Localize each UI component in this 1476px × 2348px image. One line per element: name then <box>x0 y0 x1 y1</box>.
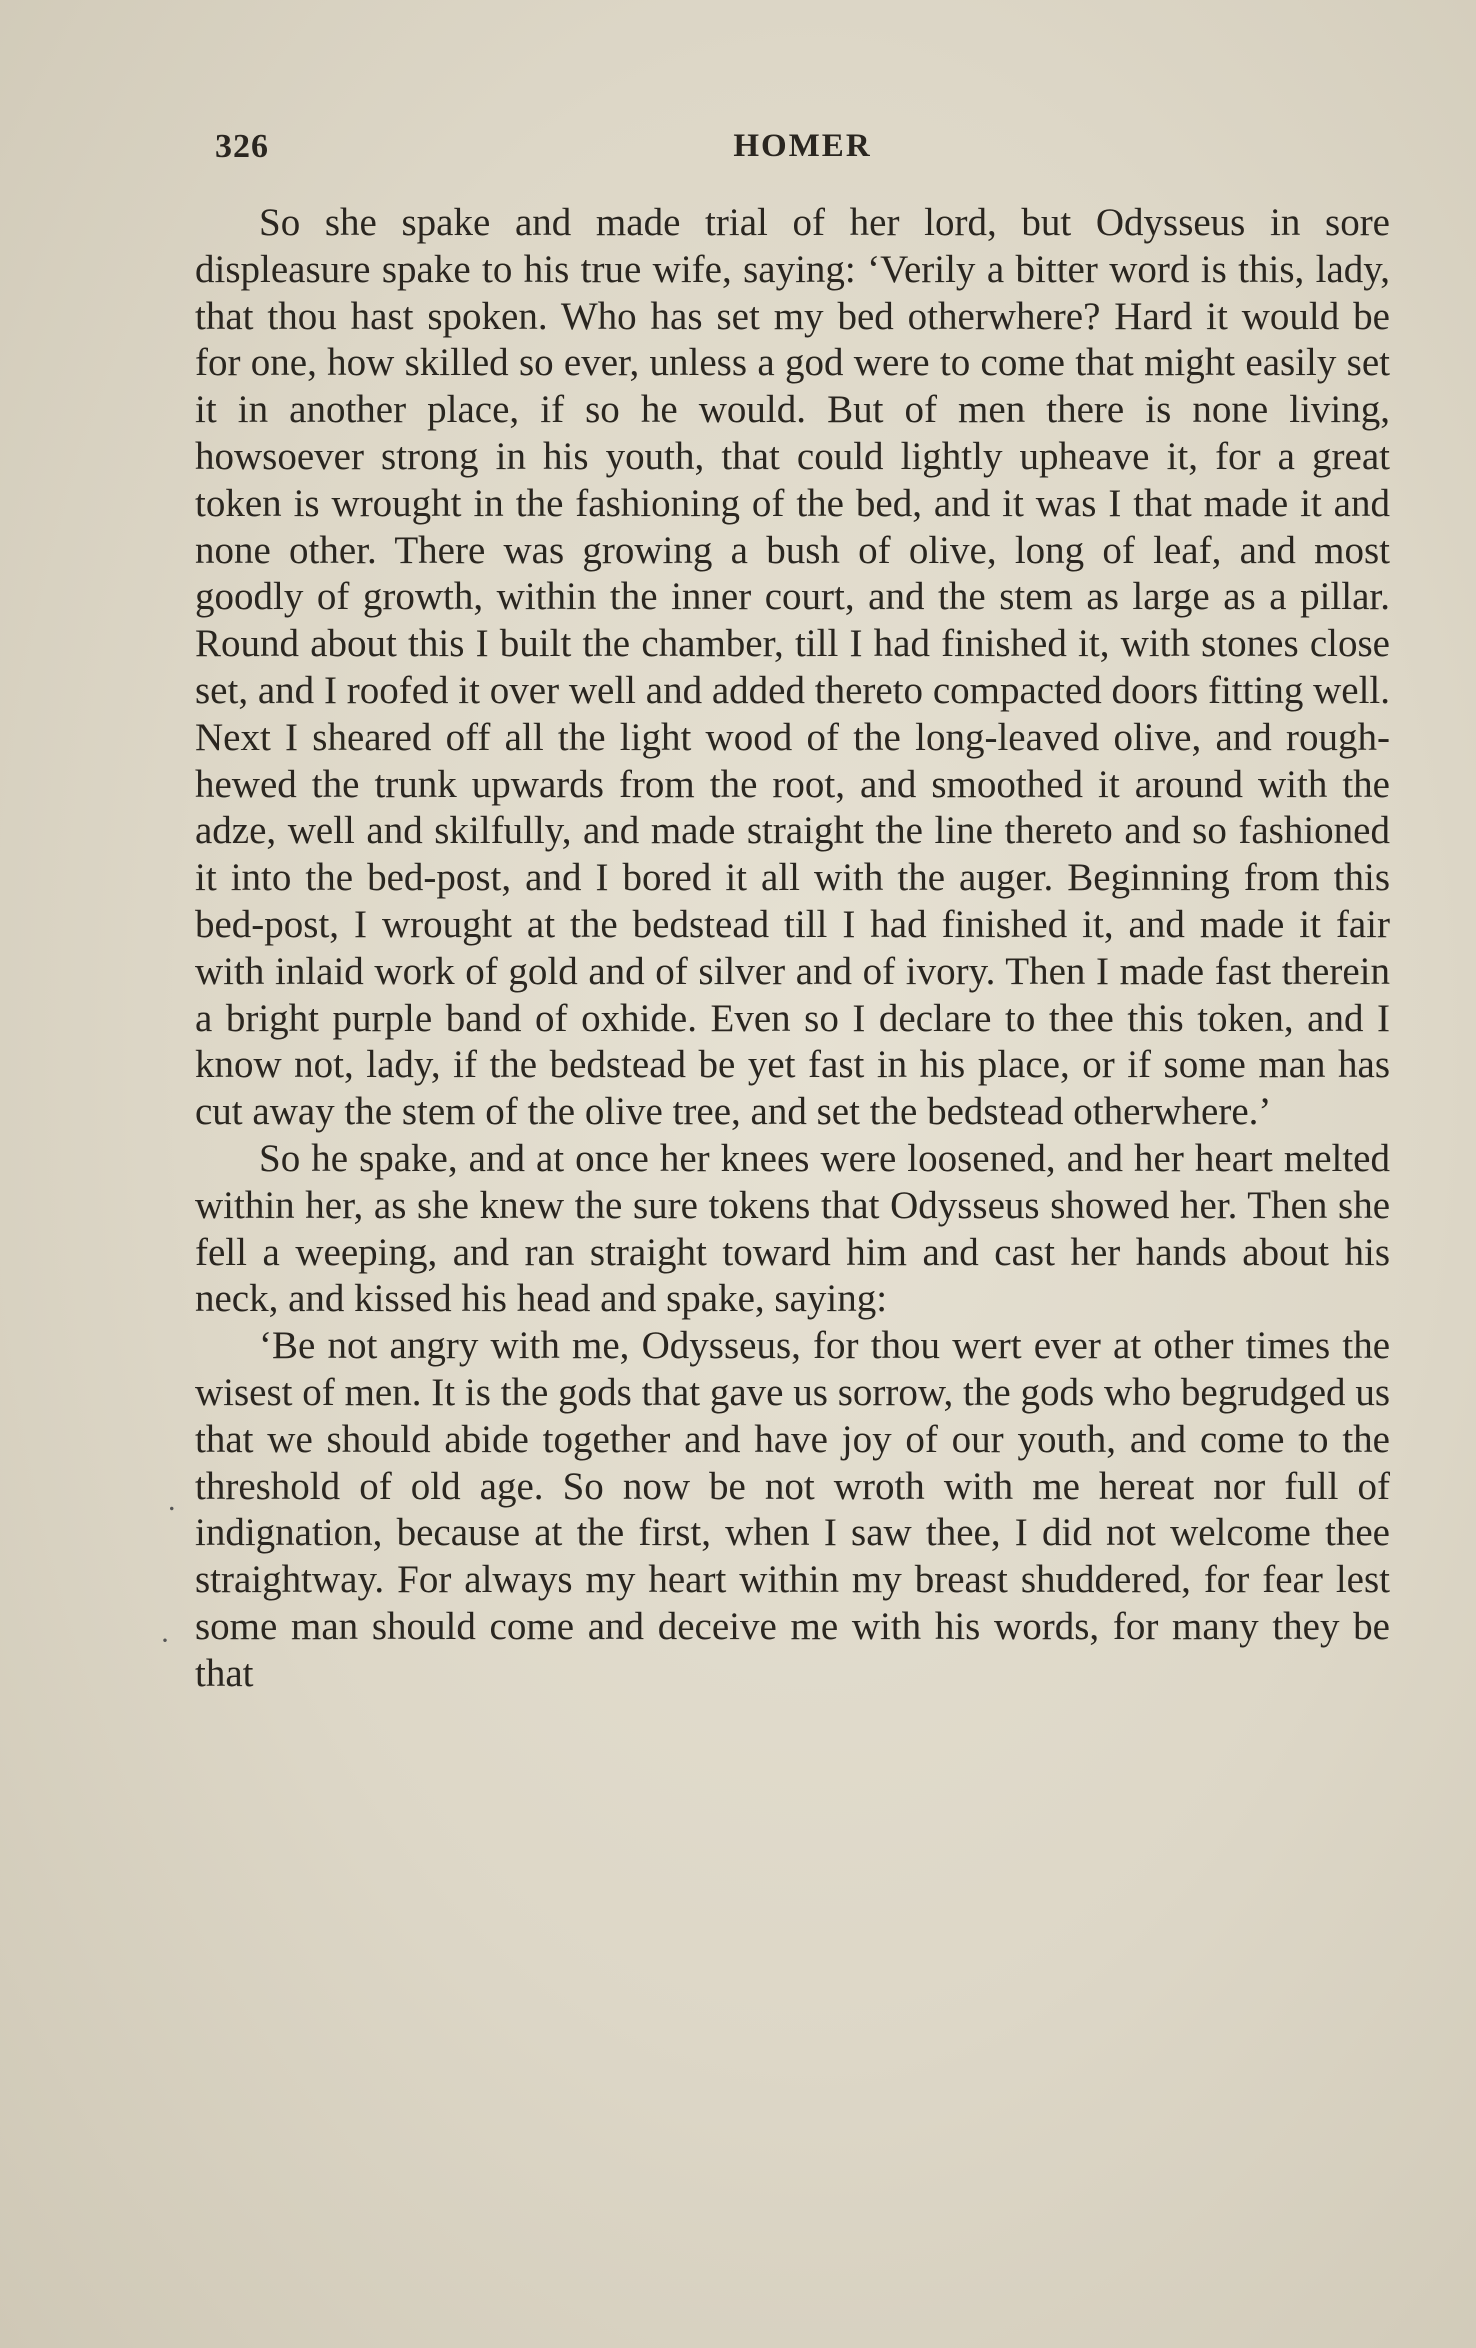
margin-speck-mark: . <box>168 1484 176 1517</box>
paragraph: So she spake and made trial of her lord, but Odysseus in sore displeasure spake to his true wife, saying: ‘Verily a bitter word is this, lady, that thou hast spoken. Who has set my bed otherwhere? Hard it would be for one, how skilled so ever, unless a god were to come that might easily set it in another place, if so he would. But of men there is none living, howsoever strong in his youth, that could lightly upheave it, for a great token is wrought in the fashioning of the bed, and it was I that made it and none other. There was growing a bush of olive, long of leaf, and most goodly of growth, within the inner court, and the stem as large as a pillar. Round about this I built the chamber, till I had finished it, with stones close set, and I roofed it over well and added thereto compacted doors fitting well. Next I sheared off all the light wood of the long-leaved olive, and roughhewed the trunk upwards from the root, and smoothed it around with the adze, well and skilfully, and made straight the line thereto and so fashioned it into the bed-post, and I bored it all with the auger. Beginning from this bed-post, I wrought at the bedstead till I had finished it, and made it fair with inlaid work of gold and of silver and of ivory. Then I made fast therein a bright purple band of oxhide. Even so I declare to thee this token, and I know not, lady, if the bedstead be yet fast in his place, or if some man has cut away the stem of the olive tree, and set the bedstead otherwhere.’ <box>195 201 1390 1134</box>
page-header <box>215 128 1390 178</box>
paragraph: ‘Be not angry with me, Odysseus, for thou wert ever at other times the wisest of men. It is the gods that gave us sorrow, the gods who begrudged us that we should abide together and have joy of our youth, and come to the threshold of old age. So now be not wroth with me hereat nor full of indignation, because at the first, when I saw thee, I did not welcome thee straightway. For always my heart within my breast shuddered, for fear lest some man should come and deceive me with his words, for many they be that <box>195 1324 1390 1695</box>
page-number: 326 <box>215 128 269 165</box>
running-head: HOMER <box>733 128 872 164</box>
paragraph: So he spake, and at once her knees were loosened, and her heart melted within her, as she knew the sure tokens that Odysseus showed her. Then she fell a weeping, and ran straight toward him and cast her hands about his neck, and kissed his head and spake, saying: <box>195 1136 1390 1321</box>
margin-speck-mark: · <box>160 1624 170 1657</box>
body-text <box>195 200 1390 1698</box>
